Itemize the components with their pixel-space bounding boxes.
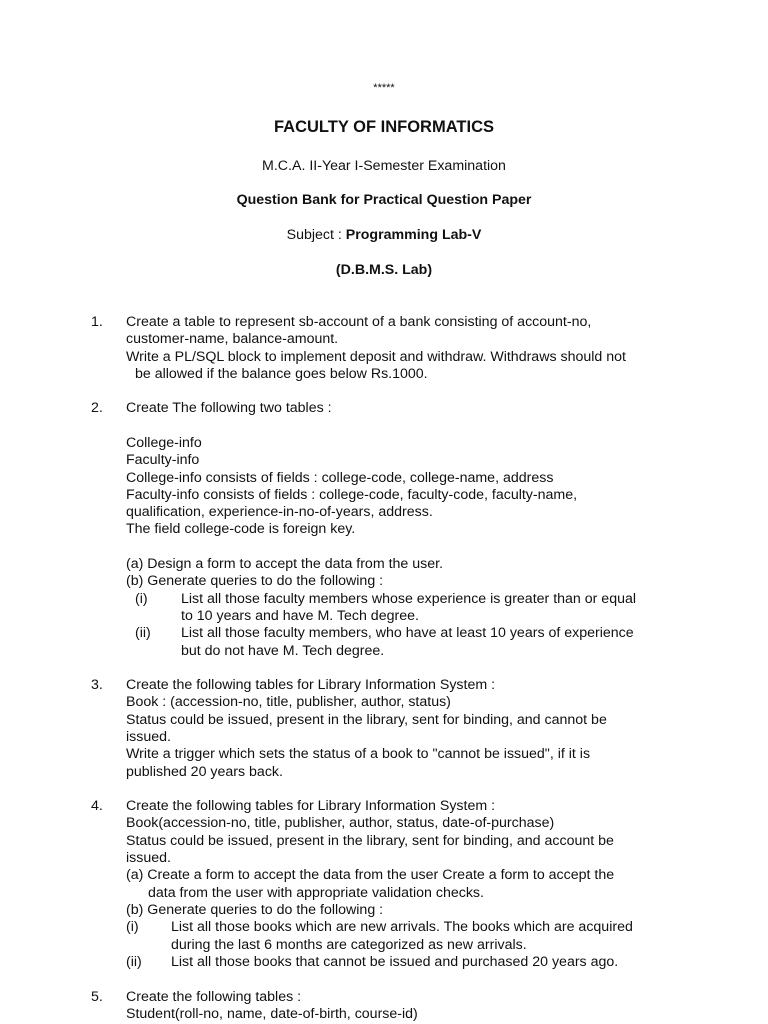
q4-sub-line: List all those books that cannot be issued and purchased 20 years ago.	[171, 954, 619, 970]
q2-sub-marker: (ii)	[135, 625, 151, 641]
faculty-title: FACULTY OF INFORMATICS	[274, 118, 494, 136]
q2-line: College-info	[126, 435, 202, 451]
q2-sub-line: List all those faculty members, who have at least 10 years of experience	[181, 625, 634, 641]
q1-line: be allowed if the balance goes below Rs.1000.	[135, 366, 428, 382]
q4-line: (a) Create a form to accept the data from the user Create a form to accept the	[126, 867, 615, 883]
q2-line: (b) Generate queries to do the following :	[126, 573, 384, 589]
q4-line: Create the following tables for Library Information System :	[126, 798, 496, 814]
q4-sub-line: during the last 6 months are categorized as new arrivals.	[171, 937, 527, 953]
q5-line: Student(roll-no, name, date-of-birth, course-id)	[126, 1006, 418, 1022]
q4-sub-marker: (ii)	[126, 954, 142, 970]
subject-label: Subject :	[286, 227, 346, 243]
lab-title: (D.B.M.S. Lab)	[335, 262, 433, 278]
q2-sub-line: List all those faculty members whose experience is greater than or equal	[181, 591, 637, 607]
q3-line: Write a trigger which sets the status of a book to "cannot be issued", if it is	[126, 746, 591, 762]
q4-sub-line: List all those books which are new arrivals. The books which are acquired	[171, 919, 633, 935]
question-bank-title: Question Bank for Practical Question Paper	[236, 192, 532, 208]
q3-line: Create the following tables for Library Information System :	[126, 677, 496, 693]
q1-line: Write a PL/SQL block to implement deposit and withdraw. Withdraws should not	[126, 349, 626, 365]
q3-line: issued.	[126, 729, 171, 745]
q2-number: 2.	[91, 400, 103, 416]
q3-line: published 20 years back.	[126, 764, 283, 780]
q2-line: (a) Design a form to accept the data from the user.	[126, 556, 444, 572]
q2-line: qualification, experience-in-no-of-years, address.	[126, 504, 433, 520]
q3-line: Book : (accession-no, title, publisher, author, status)	[126, 694, 451, 710]
q2-line: Create The following two tables :	[126, 400, 332, 416]
header-stars: *****	[373, 82, 395, 94]
q2-line: Faculty-info	[126, 452, 200, 468]
q2-sub-line: to 10 years and have M. Tech degree.	[181, 608, 419, 624]
q2-line: College-info consists of fields : college-code, college-name, address	[126, 470, 554, 486]
q1-number: 1.	[91, 314, 103, 330]
q1-line: customer-name, balance-amount.	[126, 331, 339, 347]
q4-number: 4.	[91, 798, 103, 814]
subject-value: Programming Lab-V	[345, 227, 482, 243]
q2-line: Faculty-info consists of fields : college-code, faculty-code, faculty-name,	[126, 487, 578, 503]
q5-number: 5.	[91, 989, 103, 1005]
q4-sub-marker: (i)	[126, 919, 139, 935]
q4-line: data from the user with appropriate validation checks.	[148, 885, 484, 901]
q2-sub-marker: (i)	[135, 591, 148, 607]
q4-line: Book(accession-no, title, publisher, author, status, date-of-purchase)	[126, 815, 555, 831]
q4-line: Status could be issued, present in the library, sent for binding, and account be	[126, 833, 614, 849]
q1-line: Create a table to represent sb-account of a bank consisting of account-no,	[126, 314, 592, 330]
subject-line	[0, 227, 768, 244]
q3-number: 3.	[91, 677, 103, 693]
exam-title: M.C.A. II-Year I-Semester Examination	[262, 158, 506, 174]
q2-sub-line: but do not have M. Tech degree.	[181, 643, 385, 659]
q2-line: The field college-code is foreign key.	[126, 521, 356, 537]
q5-line: Create the following tables :	[126, 989, 302, 1005]
q4-line: issued.	[126, 850, 171, 866]
q3-line: Status could be issued, present in the library, sent for binding, and cannot be	[126, 712, 607, 728]
q4-line: (b) Generate queries to do the following :	[126, 902, 384, 918]
